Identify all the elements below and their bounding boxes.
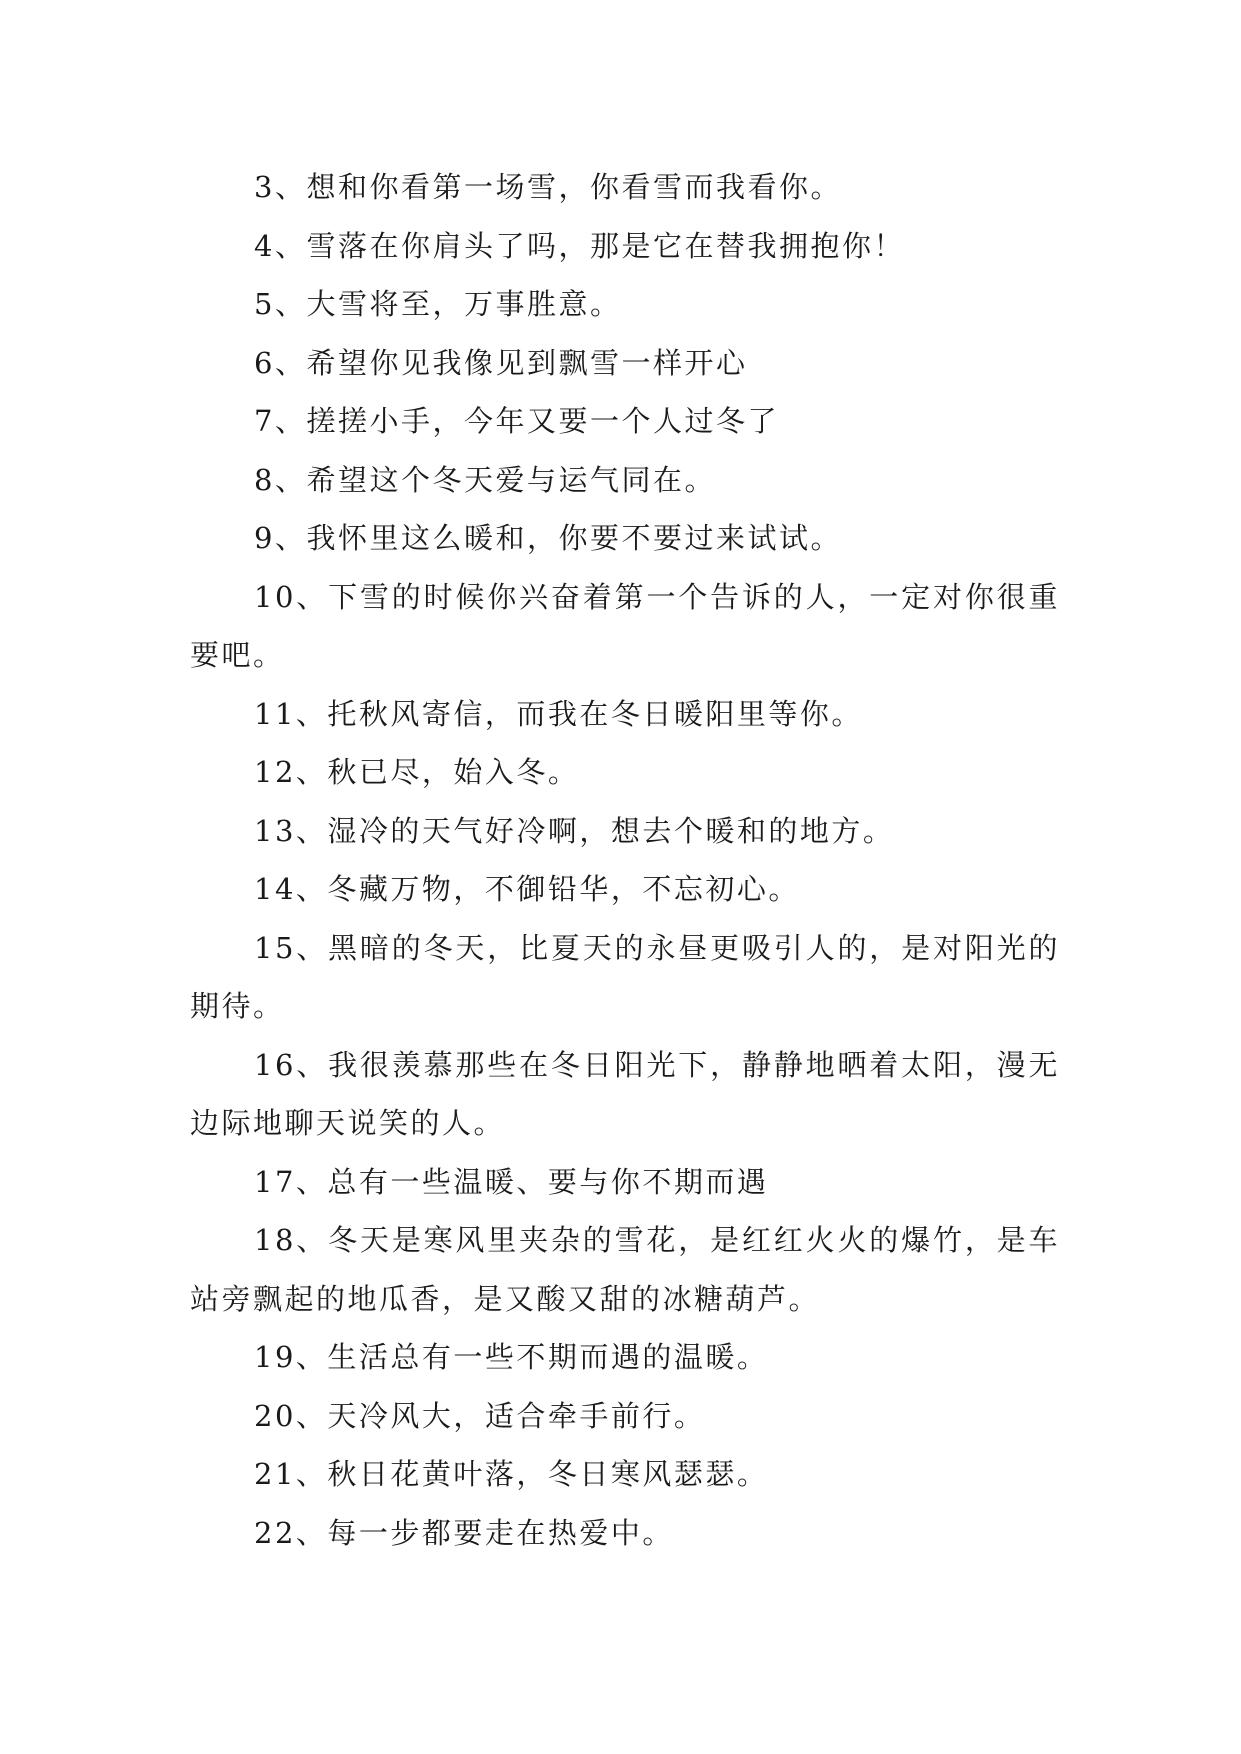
paragraph-16: 16、我很羡慕那些在冬日阳光下，静静地晒着太阳，漫无边际地聊天说笑的人。 (190, 1047, 1060, 1140)
paragraph-14: 14、冬藏万物，不御铅华，不忘初心。 (254, 872, 800, 906)
paragraph-18: 18、冬天是寒风里夹杂的雪花，是红红火火的爆竹，是车站旁飘起的地瓜香，是又酸又甜的冰糖葫芦。 (190, 1223, 1060, 1316)
paragraph-7: 7、搓搓小手，今年又要一个人过冬了 (254, 404, 779, 438)
paragraph-11: 11、托秋风寄信，而我在冬日暖阳里等你。 (254, 696, 863, 731)
paragraph-3: 3、想和你看第一场雪，你看雪而我看你。 (254, 170, 842, 204)
paragraph-20: 20、天冷风大，适合牵手前行。 (254, 1398, 706, 1433)
paragraph-13: 13、湿冷的天气好冷啊，想去个暖和的地方。 (254, 813, 895, 848)
paragraph-17: 17、总有一些温暖、要与你不期而遇 (254, 1164, 769, 1199)
paragraph-5: 5、大雪将至，万事胜意。 (254, 287, 622, 321)
paragraph-21: 21、秋日花黄叶落，冬日寒风瑟瑟。 (254, 1457, 769, 1491)
paragraph-22: 22、每一步都要走在热爱中。 (254, 1515, 674, 1550)
paragraph-8: 8、希望这个冬天爱与运气同在。 (254, 462, 716, 497)
paragraph-9: 9、我怀里这么暖和，你要不要过来试试。 (254, 521, 842, 555)
document-body (190, 158, 1060, 1562)
paragraph-10: 10、下雪的时候你兴奋着第一个告诉的人，一定对你很重要吧。 (190, 579, 1060, 672)
paragraph-15: 15、黑暗的冬天，比夏天的永昼更吸引人的，是对阳光的期待。 (190, 930, 1060, 1023)
paragraph-12: 12、秋已尽，始入冬。 (254, 755, 580, 789)
paragraph-6: 6、希望你见我像见到飘雪一样开心 (254, 345, 748, 380)
paragraph-4: 4、雪落在你肩头了吗，那是它在替我拥抱你！ (254, 228, 905, 263)
paragraph-19: 19、生活总有一些不期而遇的温暖。 (254, 1340, 769, 1374)
